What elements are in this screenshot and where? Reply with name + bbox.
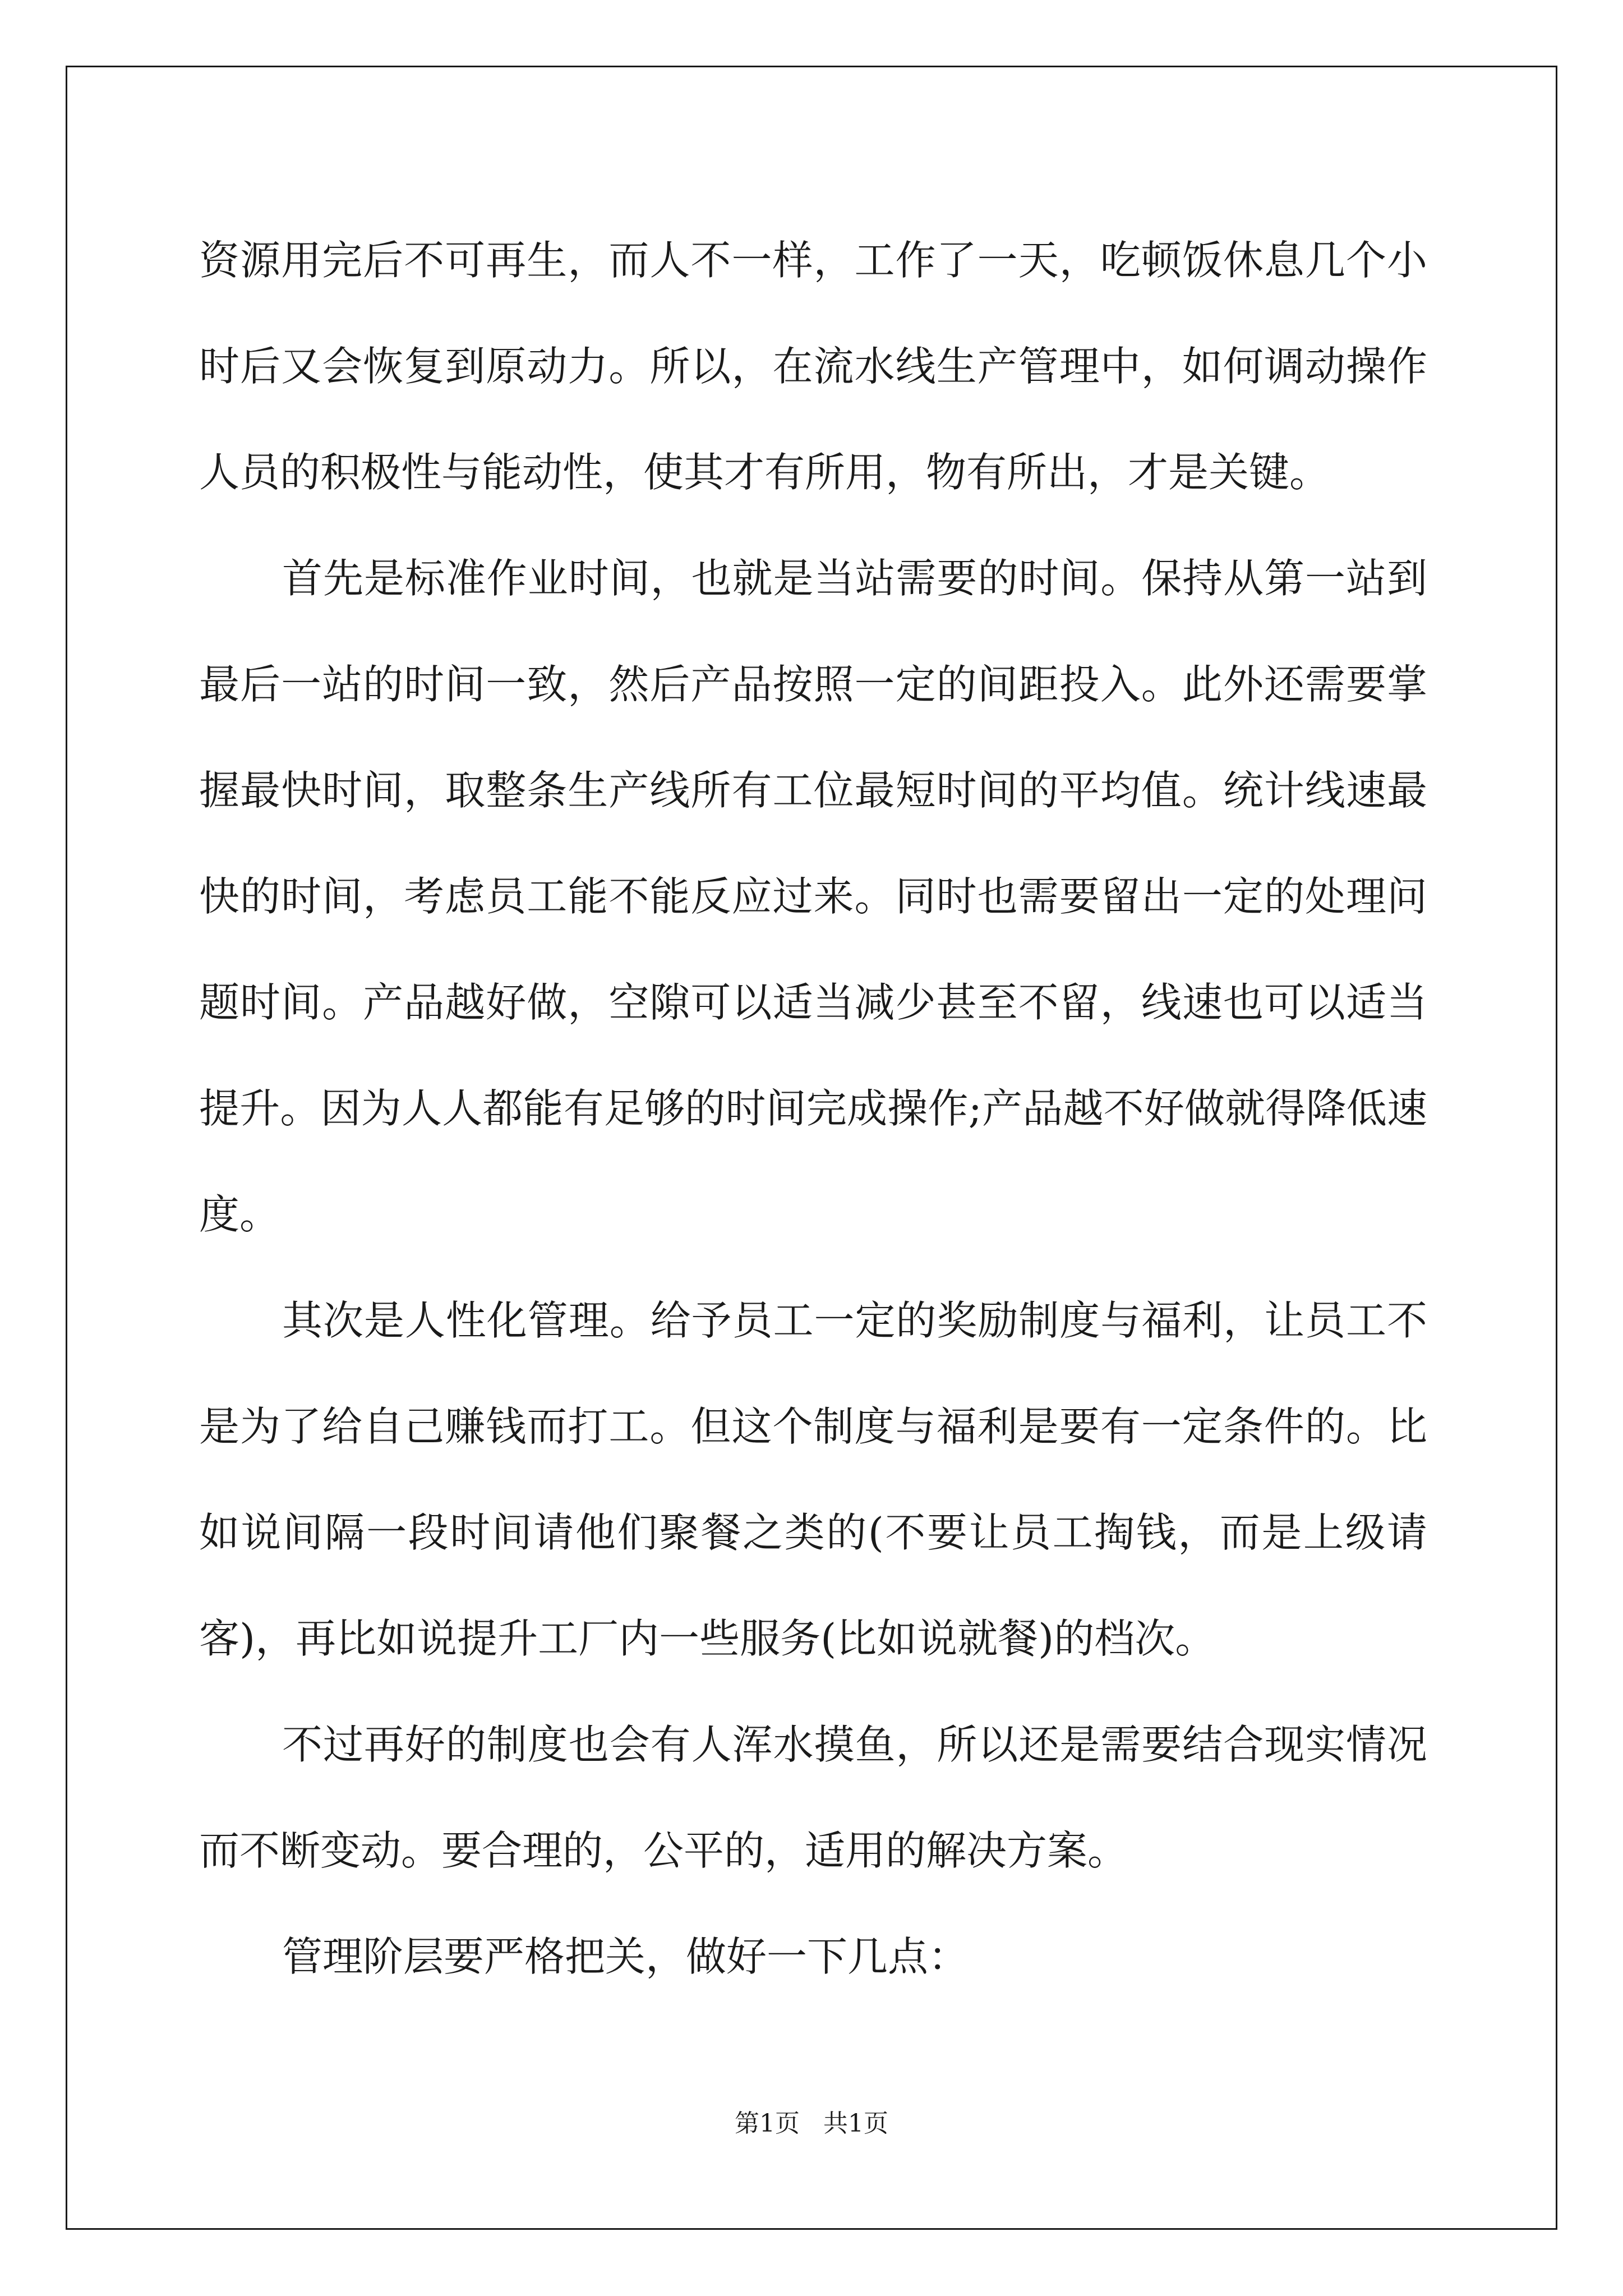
- page-footer: [0, 2107, 1623, 2141]
- paragraph-5: 管理阶层要严格把关，做好一下几点：: [282, 1933, 969, 1980]
- paragraph-4: 不过再好的制度也会有人浑水摸鱼，所以还是需要结合现实情况而不断变动。要合理的，公平的，适用的解决方案。: [199, 1721, 1427, 1874]
- paragraph-3: 其次是人性化管理。给予员工一定的奖励制度与福利，让员工不是为了给自己赚钱而打工。但这个制度与福利是要有一定条件的。比如说间隔一段时间请他们聚餐之类的(不要让员工掏钱，而是上级请客)，再比如说提升工厂内一些服务(比如说就餐)的档次。: [199, 1297, 1427, 1662]
- paragraph-1: 资源用完后不可再生，而人不一样，工作了一天，吃顿饭休息几个小时后又会恢复到原动力。所以，在流水线生产管理中，如何调动操作人员的积极性与能动性，使其才有所用，物有所出，才是关键。: [199, 237, 1427, 496]
- paragraph-2: 首先是标准作业时间，也就是当站需要的时间。保持从第一站到最后一站的时间一致，然后产品按照一定的间距投入。此外还需要掌握最快时间，取整条生产线所有工位最短时间的平均值。统计线速最快的时间，考虑员工能不能反应过来。同时也需要留出一定的处理问题时间。产品越好做，空隙可以适当减少甚至不留，线速也可以适当提升。因为人人都能有足够的时间完成操作;产品越不好做就得降低速度。: [199, 555, 1427, 1238]
- document-body: [199, 208, 1427, 2010]
- page-number-label: 第1页 共1页: [735, 2109, 888, 2138]
